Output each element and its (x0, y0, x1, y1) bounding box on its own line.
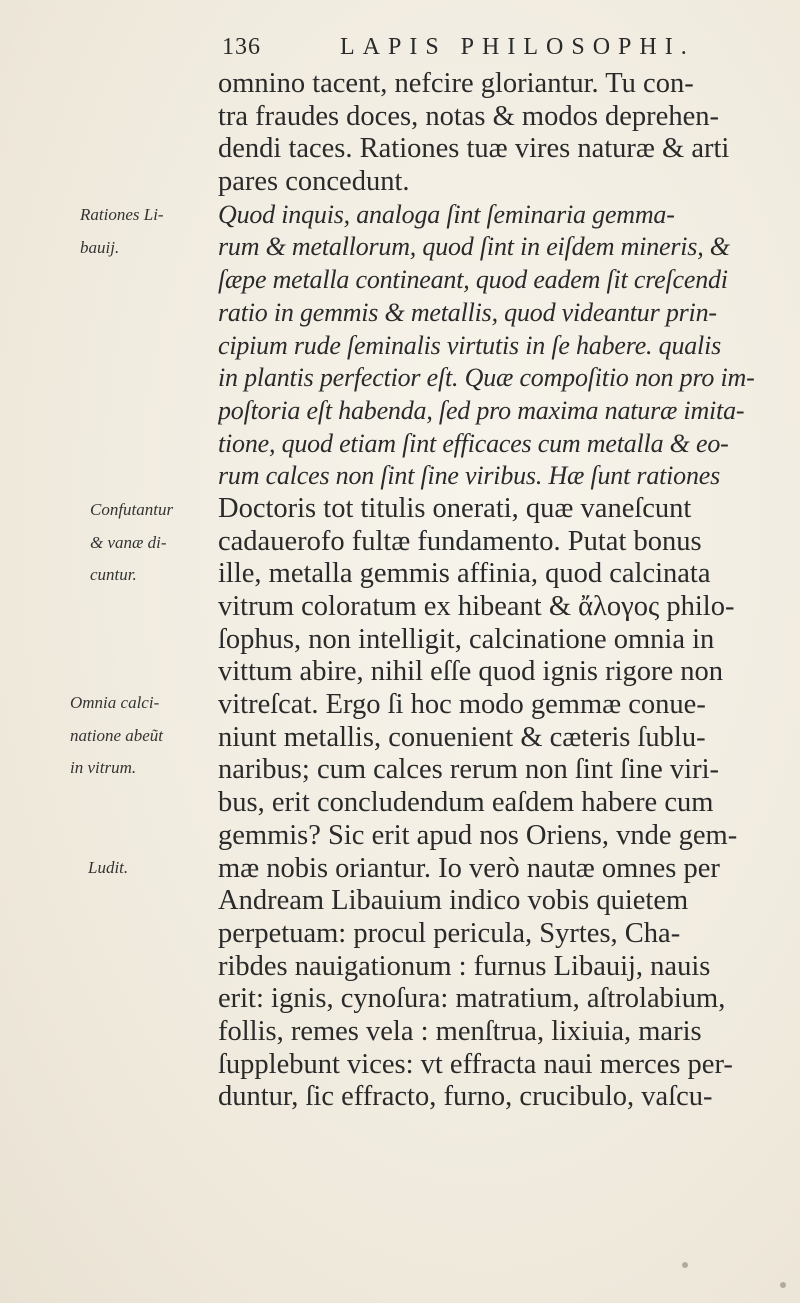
text-line: naribus; cum calces rerum non ſint ſine viri- (218, 754, 719, 786)
marginal-line: Rationes Li- (80, 205, 164, 224)
marginal-note-omnia (70, 687, 220, 785)
text-line-italic: ſæpe metalla contineant, quod eadem ſit creſcendi (218, 265, 728, 295)
text-line: ribdes nauigationum : furnus Libauij, nauis (218, 950, 711, 982)
text-line: dendi taces. Rationes tuæ vires naturæ & arti (218, 133, 730, 165)
marginal-line: in vitrum. (70, 758, 137, 778)
marginal-line: Omnia calci- (70, 693, 160, 712)
ink-speck (682, 1262, 688, 1268)
text-line: perpetuam: procul pericula, Syrtes, Cha- (218, 917, 681, 949)
ink-speck (780, 1282, 786, 1288)
text-line-italic: tione, quod etiam ſint efficaces cum metalla & eo- (218, 428, 729, 458)
text-line: vitrum coloratum ex hibeant & ἄλογος philo- (218, 591, 735, 622)
text-line: Doctoris tot titulis onerati, quæ vaneſcunt (218, 492, 692, 524)
text-line-italic: cipium rude ſeminalis virtutis in ſe habere. qualis (218, 330, 722, 360)
marginal-note-confutantur (90, 494, 240, 592)
text-line: Andream Libauium indico vobis quietem (218, 885, 689, 917)
text-line: tra fraudes doces, notas & modos deprehen- (218, 100, 719, 132)
text-line: mæ nobis oriantur. Io verò nautæ omnes per (218, 852, 720, 884)
text-line: pares concedunt. (218, 166, 410, 198)
marginal-line: Confutantur (90, 500, 174, 519)
text-line-italic: rum & metallorum, quod ſint in eiſdem mineris, & (218, 232, 730, 262)
text-line-italic: poſtoria eſt habenda, ſed pro maxima naturæ imita- (218, 395, 745, 425)
marginal-line: natione abeũt (70, 725, 164, 745)
body-text (218, 68, 778, 1114)
marginal-line: Ludit. (88, 858, 129, 877)
marginal-line: bauij. (80, 237, 120, 257)
text-line: duntur, ſic effracto, furno, crucibulo, vaſcu- (218, 1081, 713, 1113)
text-line: ſophus, non intelligit, calcinatione omnia in (218, 623, 715, 655)
text-line-italic: ratio in gemmis & metallis, quod videantur prin- (218, 297, 717, 327)
text-line-italic: Quod inquis, analoga ſint ſeminaria gemma- (218, 199, 675, 229)
text-line: omnino tacent, nefcire gloriantur. Tu con- (218, 68, 694, 99)
marginal-note-ludit (88, 852, 238, 885)
text-line: bus, erit concludendum eaſdem habere cum (218, 787, 714, 819)
text-line: ille, metalla gemmis affinia, quod calcinata (218, 558, 711, 590)
marginal-line: & vanæ di- (90, 532, 167, 552)
text-line: erit: ignis, cynoſura: matratium, aſtrolabium, (218, 983, 726, 1015)
marginal-line: cuntur. (90, 565, 137, 585)
page-number: 136 (222, 34, 261, 60)
text-line: cadauerofo fultæ fundamento. Putat bonus (218, 525, 702, 557)
text-line: vitreſcat. Ergo ſi hoc modo gemmæ conue- (218, 689, 706, 721)
text-line: gemmis? Sic erit apud nos Oriens, vnde gem- (218, 819, 738, 851)
running-title: LAPIS PHILOSOPHI. (340, 34, 695, 60)
marginal-note-rationes (80, 199, 230, 264)
text-line: follis, remes vela : menſtrua, lixiuia, maris (218, 1015, 702, 1047)
running-head (222, 28, 742, 62)
text-line: vittum abire, nihil eſſe quod ignis rigore non (218, 656, 723, 688)
text-line-italic: in plantis perfectior eſt. Quæ compoſitio non pro im- (218, 363, 755, 393)
text-line: ſupplebunt vices: vt effracta naui merces per- (218, 1048, 733, 1080)
text-line: niunt metallis, conuenient & cæteris ſublu- (218, 721, 706, 753)
text-line-italic: rum calces non ſint ſine viribus. Hæ ſunt rationes (218, 461, 721, 491)
